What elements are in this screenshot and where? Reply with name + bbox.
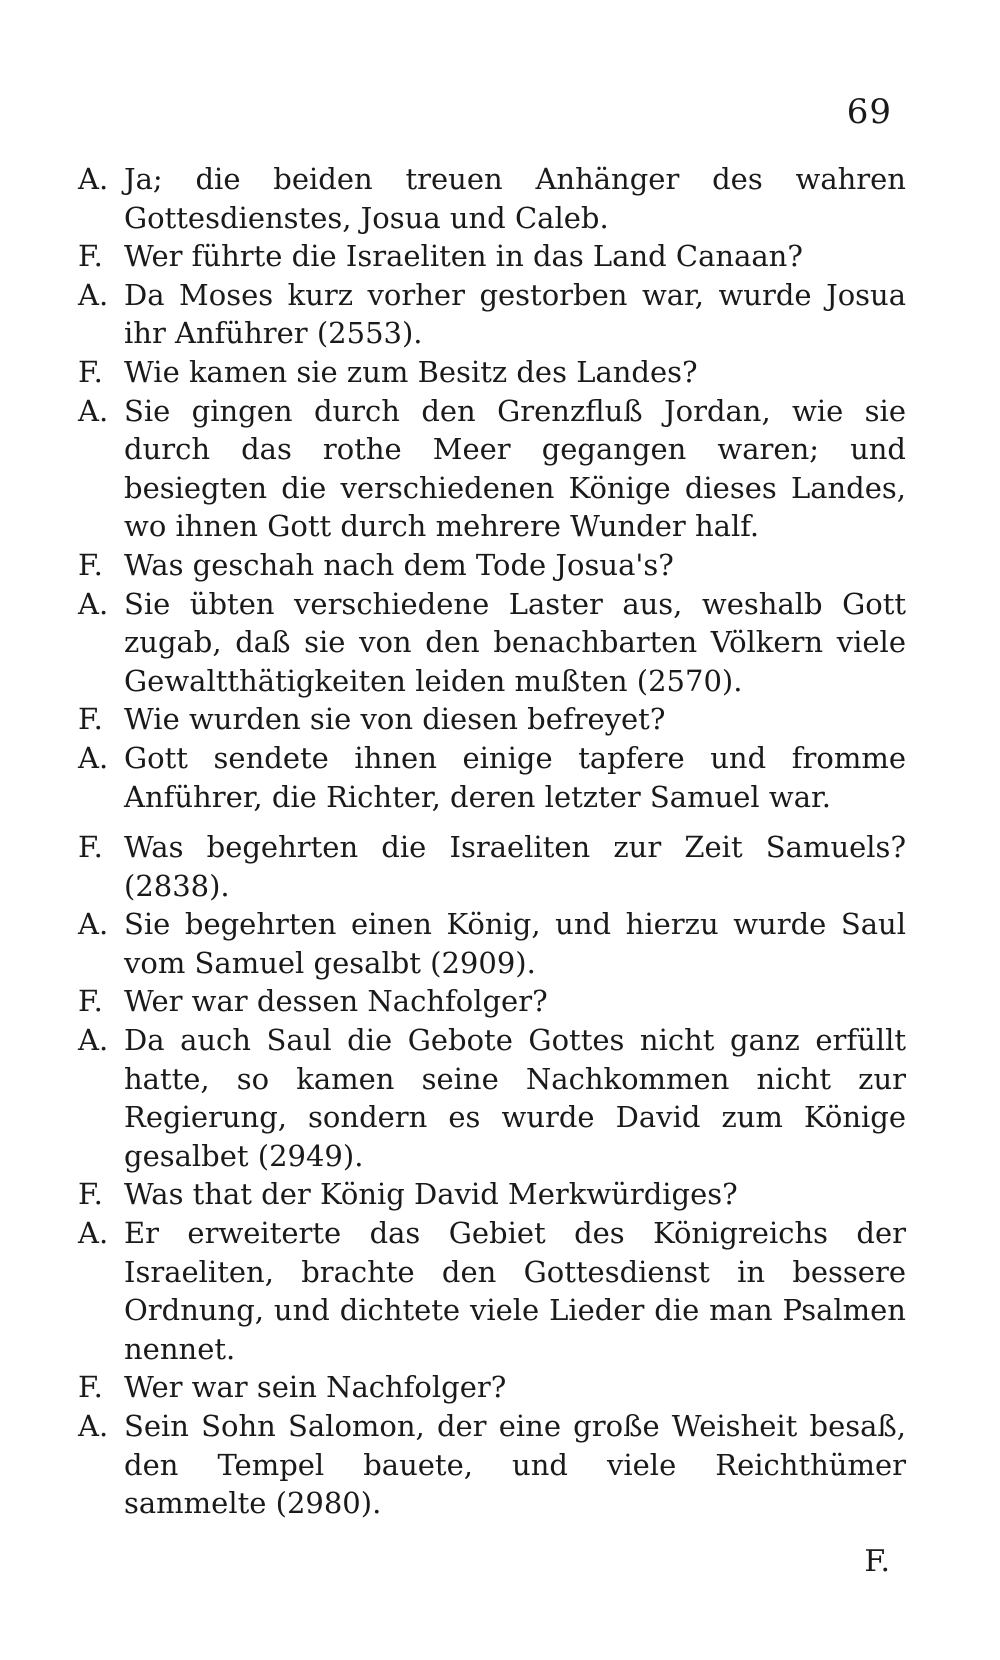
answer-paragraph: [78, 1407, 906, 1523]
page-number: 69: [846, 92, 892, 132]
question-marker: F.: [78, 984, 103, 1019]
answer-marker: A.: [78, 393, 109, 428]
question-paragraph: [78, 237, 906, 276]
question-paragraph: [78, 700, 906, 739]
answer-paragraph: [78, 1214, 906, 1368]
answer-text: Sein Sohn Salomon, der eine große Weisheit besaß, den Tempel bauete, und viele Reichthümer sammelte (2980).: [124, 1409, 906, 1521]
question-text: Wer war dessen Nachfolger?: [124, 984, 548, 1019]
answer-paragraph: [78, 739, 906, 816]
answer-marker: A.: [78, 1216, 109, 1251]
answer-paragraph: [78, 392, 906, 546]
question-text: Was that der König David Merkwürdiges?: [124, 1177, 738, 1212]
question-marker: F.: [78, 354, 103, 389]
answer-text: Ja; die beiden treuen Anhänger des wahren Gottesdienstes, Josua und Caleb.: [124, 162, 906, 235]
question-text: Was geschah nach dem Tode Josua's?: [124, 547, 674, 582]
answer-marker: A.: [78, 907, 109, 942]
question-text: Wer führte die Israeliten in das Land Canaan?: [124, 239, 803, 274]
answer-paragraph: [78, 276, 906, 353]
question-text: Wer war sein Nachfolger?: [124, 1370, 507, 1405]
question-paragraph: [78, 546, 906, 585]
answer-text: Da auch Saul die Gebote Gottes nicht ganz erfüllt hatte, so kamen seine Nachkommen nicht zur Regierung, sondern es wurde David zum Könige gesalbet (2949).: [124, 1023, 906, 1173]
question-marker: F.: [78, 1370, 103, 1405]
question-paragraph: [78, 828, 906, 905]
answer-text: Sie begehrten einen König, und hierzu wurde Saul vom Samuel gesalbt (2909).: [124, 907, 906, 980]
question-paragraph: [78, 982, 906, 1021]
answer-marker: A.: [78, 740, 109, 775]
question-text: Wie wurden sie von diesen befreyet?: [124, 702, 666, 737]
question-paragraph: [78, 1368, 906, 1407]
answer-marker: A.: [78, 1409, 109, 1443]
question-paragraph: [78, 1175, 906, 1214]
question-text: Was begehrten die Israeliten zur Zeit Samuels? (2838).: [124, 830, 906, 903]
question-marker: F.: [78, 702, 103, 737]
question-text: Wie kamen sie zum Besitz des Landes?: [124, 354, 698, 389]
question-marker: F.: [78, 239, 103, 274]
answer-paragraph: [78, 160, 906, 237]
question-marker: F.: [78, 547, 103, 582]
answer-marker: A.: [78, 1023, 109, 1058]
answer-marker: A.: [78, 162, 109, 196]
answer-text: Er erweiterte das Gebiet des Königreichs der Israeliten, brachte den Gottesdienst in bessere Ordnung, und dichtete viele Lieder die man Psalmen nennet.: [124, 1216, 906, 1366]
question-marker: F.: [78, 830, 103, 865]
answer-text: Da Moses kurz vorher gestorben war, wurde Josua ihr Anführer (2553).: [124, 277, 906, 351]
answer-text: Sie übten verschiedene Laster aus, weshalb Gott zugab, daß sie von den benachbarten Völkern viele Gewaltthätigkeiten leiden mußten (2570).: [124, 586, 906, 698]
answer-marker: A.: [78, 586, 109, 621]
question-marker: F.: [78, 1177, 103, 1212]
catchword: F.: [864, 1544, 890, 1579]
answer-paragraph: [78, 1021, 906, 1175]
answer-marker: A.: [78, 277, 109, 312]
answer-text: Gott sendete ihnen einige tapfere und fromme Anführer, die Richter, deren letzter Samuel war.: [124, 740, 906, 814]
answer-paragraph: [78, 905, 906, 982]
page-body: [78, 160, 906, 1523]
answer-text: Sie gingen durch den Grenzfluß Jordan, wie sie durch das rothe Meer gegangen waren; und besiegten die verschiedenen Könige dieses Landes, wo ihnen Gott durch mehrere Wunder half.: [124, 393, 906, 544]
answer-paragraph: [78, 585, 906, 701]
question-paragraph: [78, 353, 906, 392]
